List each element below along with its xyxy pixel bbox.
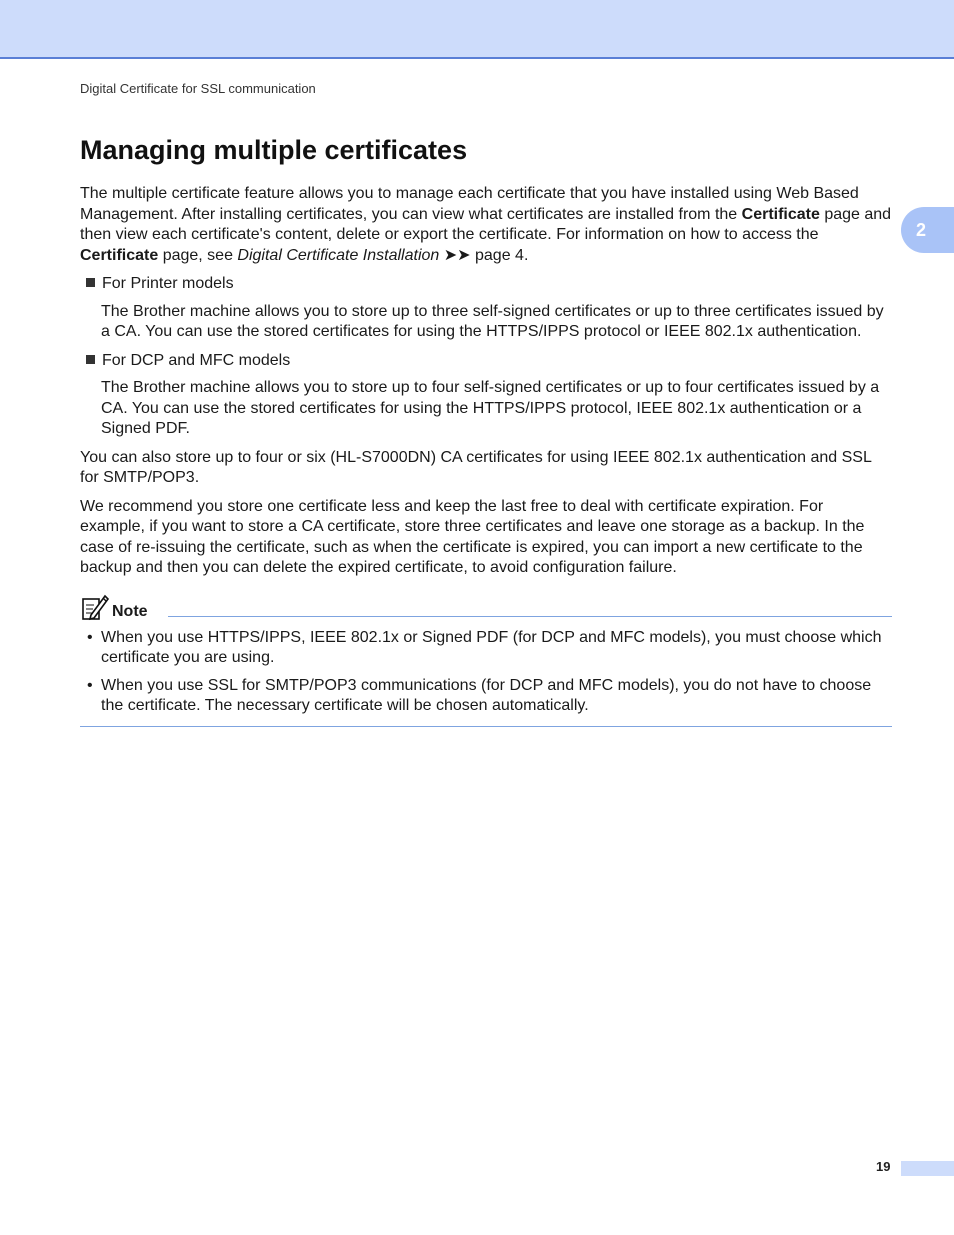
bullet-heading: For Printer models [102,275,234,292]
cross-reference-link[interactable]: Digital Certificate Installation [237,246,440,264]
pencil-note-icon [81,593,109,621]
square-bullet-icon [86,355,95,364]
header-band [0,0,954,59]
certificate-term: Certificate [80,246,159,264]
note-header [80,593,892,621]
page-number: 19 [876,1159,891,1174]
bullet-dot-icon: • [87,628,93,646]
footer-bar [901,1161,954,1176]
bullet-heading: For DCP and MFC models [102,351,291,369]
intro-text-3: page, see [158,246,238,264]
square-bullet-icon [86,278,95,287]
note-divider [168,616,892,617]
note-item-text: When you use HTTPS/IPPS, IEEE 802.1x or Signed PDF (for DCP and MFC models), you must choose which certificate you are using. [101,628,882,666]
intro-text-4: page 4. [470,246,529,264]
bullet-dcp-mfc-models [80,351,892,372]
note-item-text: When you use SSL for SMTP/POP3 communications (for DCP and MFC models), you do not have to choose the certificate. The necessary certificate will be chosen automatically. [101,676,872,714]
bullet-body: The Brother machine allows you to store up to three self-signed certificates or up to three certificates issued by a CA. You can use the stored certificates for using the HTTPS/IPPS protocol or IEEE 802.1x authentication. [101,302,884,340]
body-paragraph: You can also store up to four or six (HL-S7000DN) CA certificates for using IEEE 802.1x authentication and SSL for SMTP/POP3. [80,448,872,486]
certificate-term: Certificate [741,205,820,223]
bullet-dot-icon: • [87,676,93,694]
body-paragraph: We recommend you store one certificate less and keep the last free to deal with certificate expiration. For example, if you want to store a CA certificate, store three certificates and leave one storage as a backup. In the case of re-issuing the certificate, such as when the certificate is expired, you can import a new certificate to the backup and then you can delete the expired certificate, to avoid configuration failure. [80,497,865,576]
bullet-body: The Brother machine allows you to store up to four self-signed certificates or up to four certificates issued by a CA. You can use the stored certificates for using the HTTPS/IPPS protocol, IEEE 802.1x authentication or a Signed PDF. [101,379,880,437]
bullet-printer-models [80,274,892,295]
note-box [80,593,892,727]
intro-paragraph [80,184,892,266]
section-title: Managing multiple certificates [80,135,468,165]
note-item [80,676,892,717]
note-label: Note [112,602,148,620]
running-header: Digital Certificate for SSL communication [80,81,316,96]
intro-text-2: page and then view each certificate's content, delete or export the certificate. For information on how to access the [80,205,892,243]
chapter-tab: 2 [901,207,954,253]
note-item [80,628,892,669]
intro-text-1: The multiple certificate feature allows you to manage each certificate that you have installed using Web Based Management. After installing certificates, you can view what certificates are installed from the [80,185,859,223]
double-arrow-icon: ➤➤ [443,246,471,264]
page-content [80,132,892,727]
